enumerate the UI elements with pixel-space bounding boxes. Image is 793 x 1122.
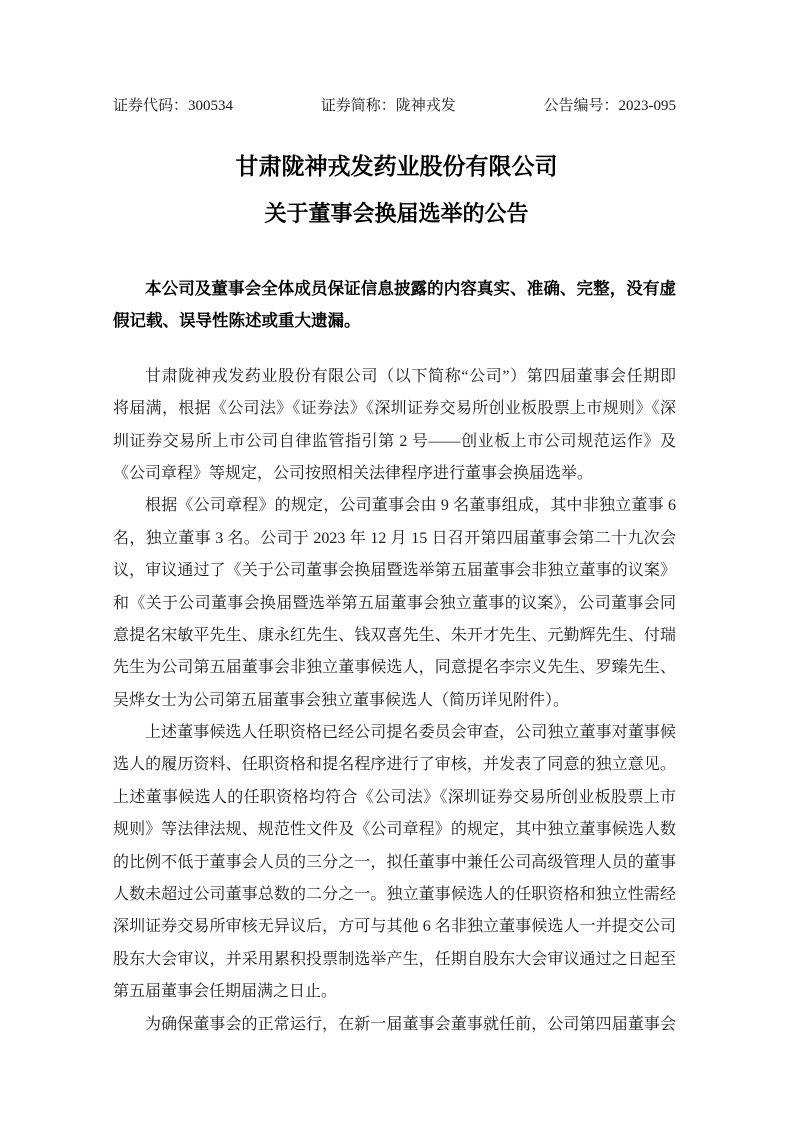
text-line: 本公司及董事会全体成员保证信息披露的内容真实、准确、完整，没有虚 [145, 280, 676, 298]
paragraph [113, 717, 676, 1009]
text-line: 上述董事候选人任职资格已经公司提名委员会审查，公司独立董事对董事候 [145, 724, 676, 742]
text-line: 选人的履历资料、任职资格和提名程序进行了审核，并发表了同意的独立意见。 [113, 756, 676, 774]
paragraph [113, 361, 676, 491]
company-name-title: 甘肃陇神戎发药业股份有限公司 [235, 153, 558, 179]
text-line: 第五届董事会任期届满之日止。 [113, 983, 338, 1001]
paragraph [113, 1009, 676, 1041]
text-line: 意提名宋敏平先生、康永红先生、钱双喜先生、朱开才先生、元勤辉先生、付瑞 [113, 626, 676, 644]
text-line: 吴烨女士为公司第五届董事会独立董事候选人（简历详见附件）。 [113, 691, 570, 709]
text-line: 《公司章程》等规定，公司按照相关法律程序进行董事会换届选举。 [113, 464, 594, 482]
stock-code: 证券代码：300534 [113, 98, 234, 114]
document-header [113, 97, 676, 115]
stock-name: 证券简称：陇神戎发 [320, 98, 456, 114]
text-line: 上述董事候选人的任职资格均符合《公司法》《深圳证券交易所创业板股票上市 [113, 788, 676, 806]
document-body [113, 273, 676, 1041]
text-line: 假记载、误导性陈述或重大遗漏。 [113, 312, 361, 331]
text-line: 股东大会审议，并采用累积投票制选举产生，任期自股东大会审议通过之日起至 [113, 950, 676, 968]
text-line: 议，审议通过了《关于公司董事会换届暨选举第五届董事会非独立董事的议案》 [113, 562, 676, 580]
text-line: 名，独立董事 3 名。公司于 2023 年 12 月 15 日召开第四届董事会第二十九次会 [113, 529, 676, 547]
announcement-number: 公告编号：2023-095 [543, 98, 676, 114]
text-line: 和《关于公司董事会换届暨选举第五届董事会独立董事的议案》，公司董事会同 [113, 594, 676, 612]
text-line: 先生为公司第五届董事会非独立董事候选人，同意提名李宗义先生、罗臻先生、 [113, 659, 676, 677]
paragraph [113, 490, 676, 717]
statement-paragraph [113, 273, 676, 338]
text-line: 人数未超过公司董事总数的二分之一。独立董事候选人的任职资格和独立性需经 [113, 886, 676, 904]
text-line: 根据《公司章程》的规定，公司董事会由 9 名董事组成，其中非独立董事 6 [145, 497, 676, 515]
text-line: 甘肃陇神戎发药业股份有限公司（以下简称“公司”）第四届董事会任期即 [145, 367, 676, 385]
text-line: 将届满，根据《公司法》《证券法》《深圳证券交易所创业板股票上市规则》《深 [113, 400, 676, 418]
text-line: 圳证券交易所上市公司自律监管指引第 2 号——创业板上市公司规范运作》及 [113, 432, 676, 450]
announcement-title: 关于董事会换届选举的公告 [264, 201, 529, 226]
text-line: 规则》等法律法规、规范性文件及《公司章程》的规定，其中独立董事候选人数 [113, 821, 676, 839]
text-line: 的比例不低于董事会人员的三分之一，拟任董事中兼任公司高级管理人员的董事 [113, 853, 676, 871]
text-line: 为确保董事会的正常运行，在新一届董事会董事就任前，公司第四届董事会 [145, 1015, 676, 1033]
text-line: 深圳证券交易所审核无异议后，方可与其他 6 名非独立董事候选人一并提交公司 [113, 918, 676, 936]
